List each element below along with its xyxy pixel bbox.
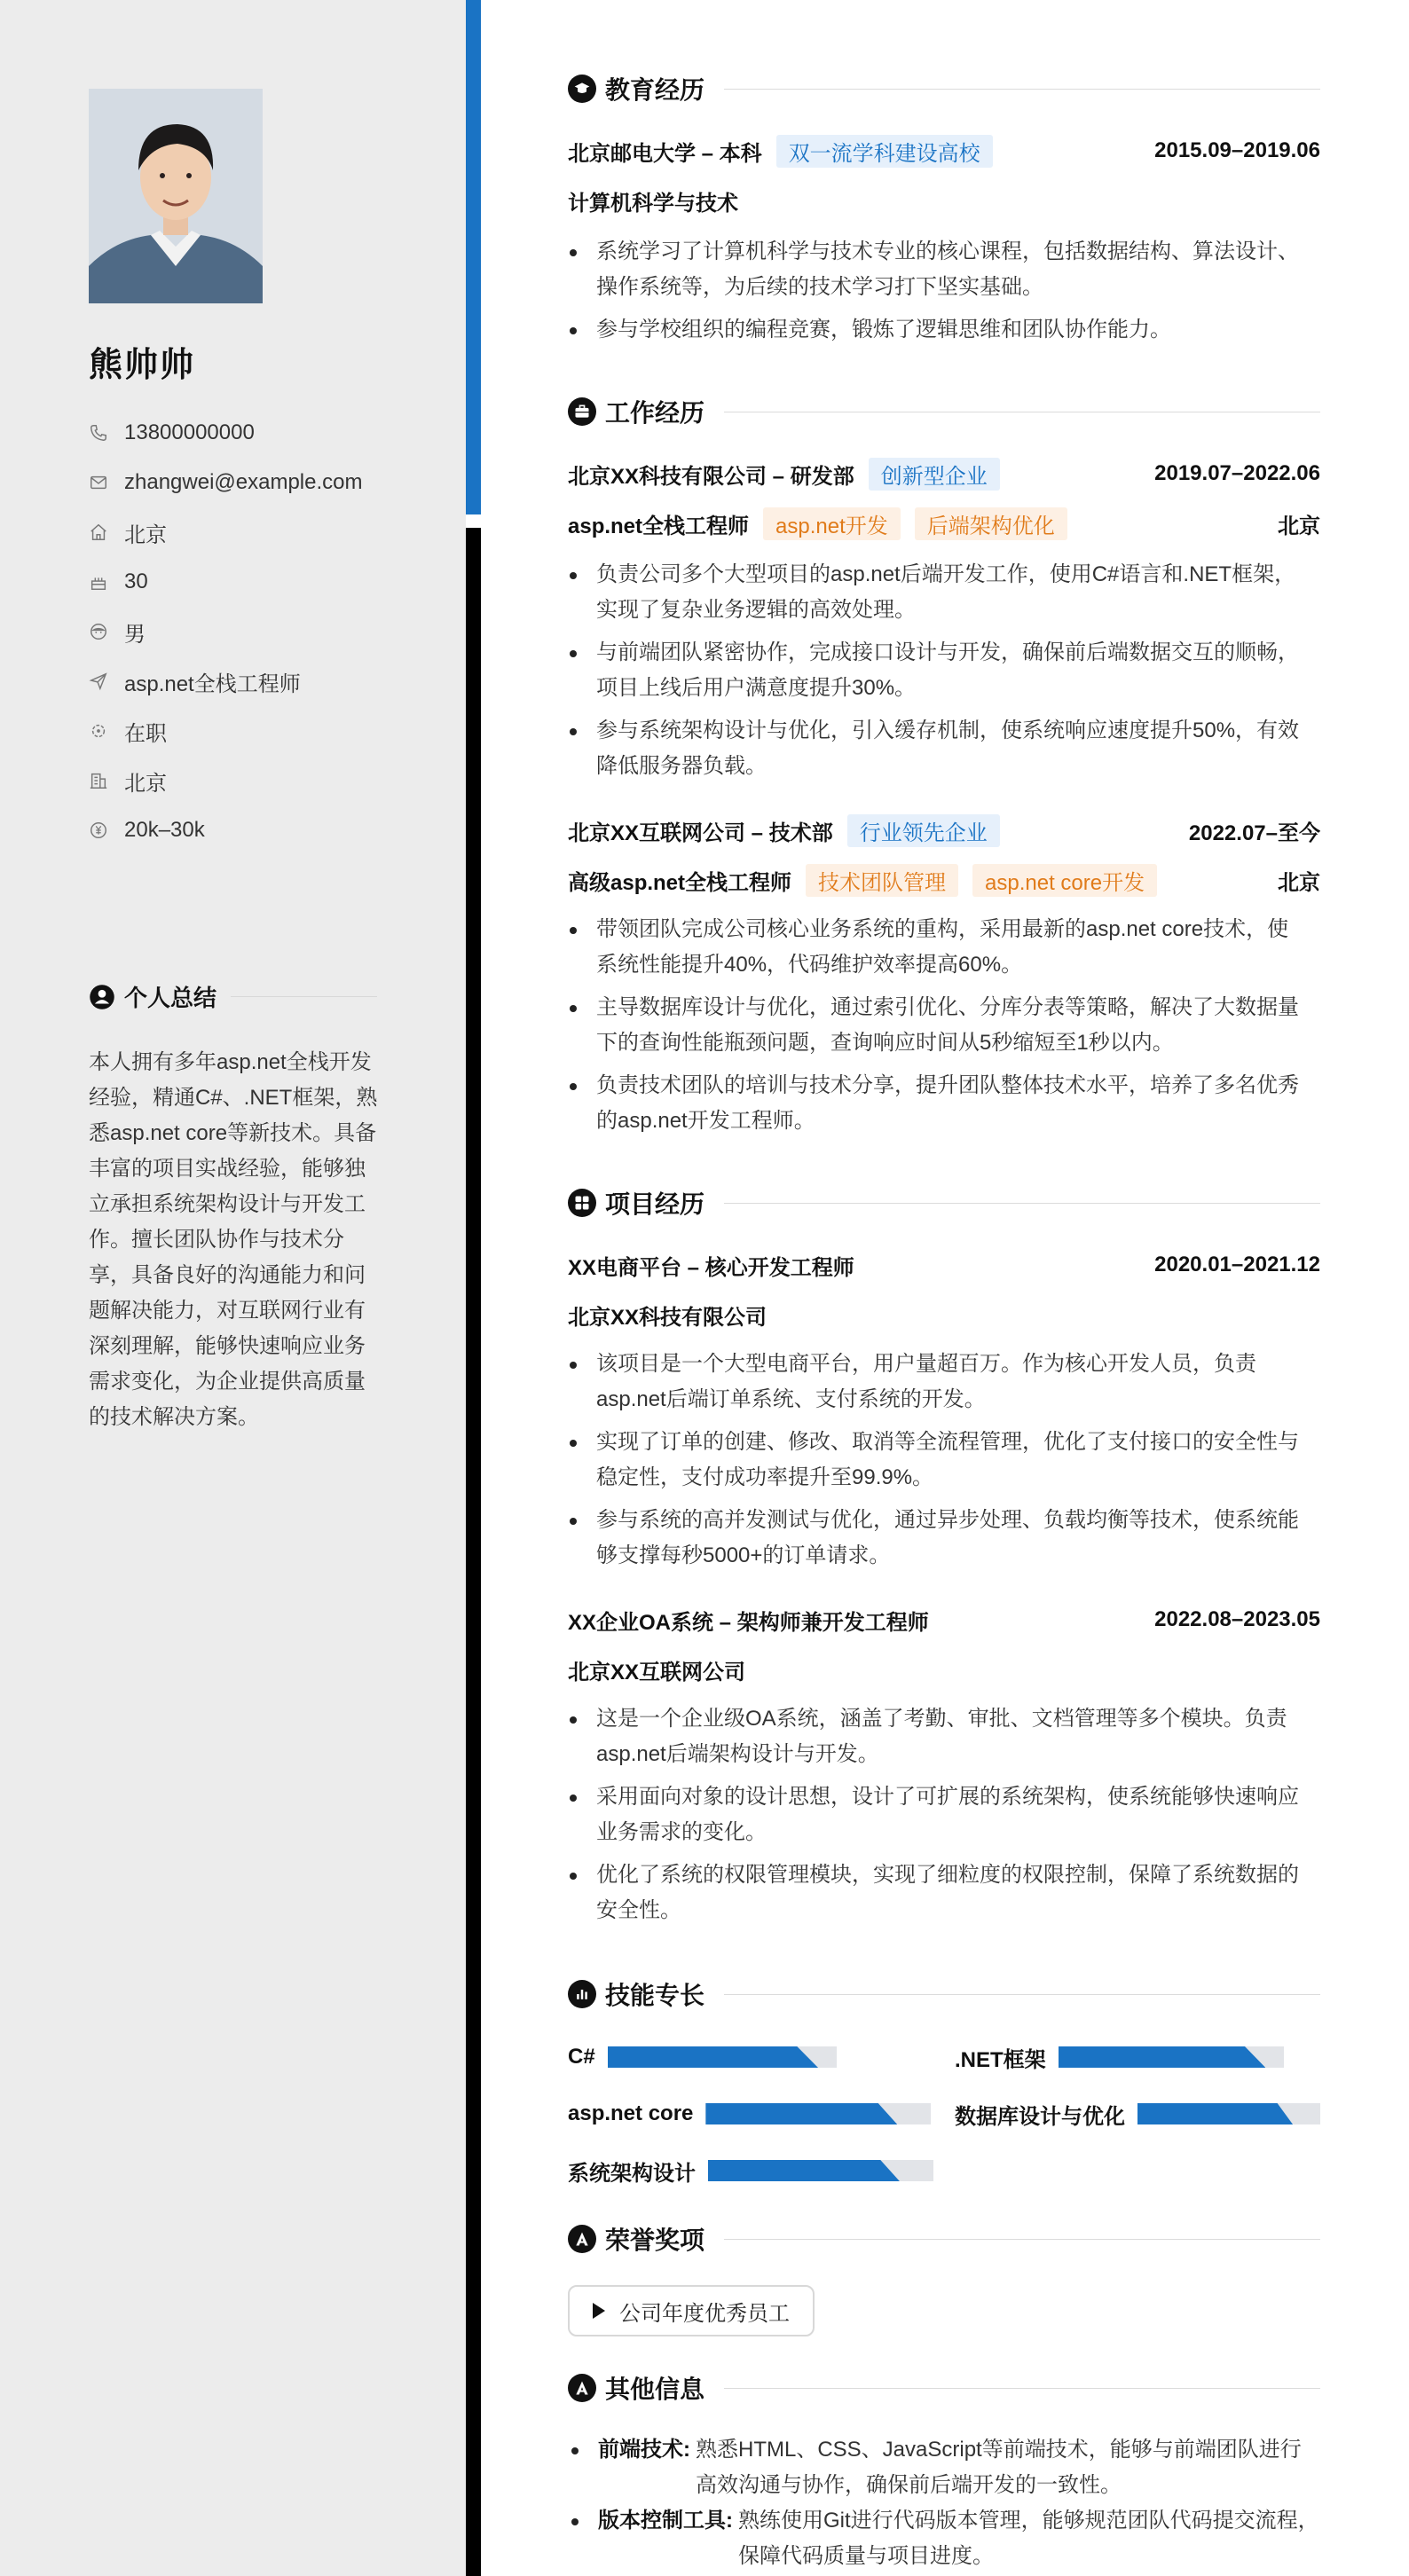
position-text: asp.net全栈工程师 — [124, 671, 301, 696]
info-row-city — [89, 756, 382, 805]
dark-divider — [466, 528, 481, 2576]
skill-bar-fill — [705, 2103, 897, 2124]
contact-info-list — [89, 408, 382, 855]
info-row-salary — [89, 805, 382, 855]
award-icon — [568, 2225, 596, 2253]
candidate-name: 熊帅帅 — [89, 347, 196, 384]
job-2-skill-2: asp.net core开发 — [972, 864, 1157, 897]
skill-item — [568, 2044, 837, 2070]
job-1-skill-2: 后端架构优化 — [915, 507, 1067, 540]
education-bullets — [568, 234, 1320, 355]
job-2-position: 高级asp.net全栈工程师 — [568, 870, 792, 895]
user-icon — [89, 984, 115, 1010]
job-1-date: 2019.07–2022.06 — [1154, 461, 1320, 485]
mail-icon — [89, 473, 108, 492]
job-1-tag: 创新型企业 — [869, 458, 1000, 491]
job-1-skill-1: asp.net开发 — [763, 507, 901, 540]
job-1-location: 北京 — [1278, 514, 1320, 538]
education-heading — [568, 71, 1320, 106]
list-item: 实现了订单的创建、修改、取消等全流程管理，优化了支付接口的安全性与稳定性，支付成功率提升至99.9%。 — [568, 1425, 1320, 1496]
info-row-position — [89, 656, 382, 706]
projects-title: 项目经历 — [605, 1190, 705, 1218]
address-text: 北京 — [124, 522, 167, 547]
skill-name: asp.net core — [568, 2101, 694, 2125]
info-row-age — [89, 557, 382, 607]
phone-text: 13800000000 — [124, 420, 255, 444]
info-row-phone — [89, 408, 382, 458]
job-2-tag: 行业领先企业 — [847, 814, 1000, 847]
info-icon — [568, 2374, 596, 2402]
projects-heading — [568, 1185, 1320, 1221]
summary-heading — [89, 980, 377, 1013]
work-title: 工作经历 — [605, 399, 705, 427]
education-title: 教育经历 — [605, 76, 705, 104]
list-item — [568, 2503, 1320, 2574]
summary-title: 个人总结 — [124, 985, 217, 1011]
phone-icon — [89, 423, 108, 443]
skill-bar — [608, 2046, 837, 2068]
project-1-bullets — [568, 1347, 1320, 1581]
list-item: 主导数据库设计与优化，通过索引优化、分库分表等策略，解决了大数据量下的查询性能瓶颈问题，查询响应时间从5秒缩短至1秒以内。 — [568, 990, 1320, 1061]
grid-icon — [568, 1189, 596, 1217]
play-icon — [593, 2303, 605, 2319]
other-title: 其他信息 — [605, 2376, 705, 2403]
job-2-position-row — [568, 864, 1320, 896]
education-major-row — [568, 185, 1320, 216]
job-1-header — [568, 458, 1320, 490]
job-2-skill-1: 技术团队管理 — [806, 864, 958, 897]
education-school-row — [568, 135, 1320, 167]
skill-item — [955, 2044, 1284, 2070]
skill-bar-fill — [608, 2046, 818, 2068]
job-2-company: 北京XX互联网公司 – 技术部 — [568, 821, 833, 845]
summary-rule — [231, 996, 377, 997]
project-1-company-row — [568, 1299, 1320, 1331]
cake-icon — [89, 572, 108, 592]
project-1-name: XX电商平台 – 核心开发工程师 — [568, 1255, 854, 1280]
education-date: 2015.09–2019.06 — [1154, 138, 1320, 162]
email-text: zhangwei@example.com — [124, 470, 363, 494]
skill-bar-fill — [1059, 2046, 1266, 2068]
salary-text: 20k–30k — [124, 818, 205, 842]
accent-divider — [466, 0, 481, 514]
skill-bar — [1137, 2103, 1320, 2124]
project-2-company-row — [568, 1653, 1320, 1685]
list-item: 该项目是一个大型电商平台，用户量超百万。作为核心开发人员，负责asp.net后端订单系统、支付系统的开发。 — [568, 1347, 1320, 1418]
send-icon — [89, 671, 108, 691]
skill-item — [568, 2101, 931, 2127]
project-2-bullets — [568, 1701, 1320, 1936]
project-2-company: 北京XX互联网公司 — [568, 1660, 746, 1685]
summary-text: 本人拥有多年asp.net全栈开发经验，精通C#、.NET框架，熟悉asp.net core等新技术。具备丰富的项目实战经验，能够独立承担系统架构设计与开发工作。擅长团队协作与技术分享，具备良好的沟通能力和问题解决能力，对互联网行业有深刻理解，能够快速响应业务需求变化，为企业提供高质量的技术解决方案。 — [89, 1050, 378, 1429]
skills-heading — [568, 1976, 1320, 2012]
avatar — [89, 89, 263, 303]
home-icon — [89, 522, 108, 542]
school-name: 北京邮电大学 – 本科 — [568, 141, 762, 166]
city-text: 北京 — [124, 771, 167, 796]
awards-rule — [724, 2239, 1320, 2240]
other-list — [568, 2432, 1320, 2574]
skill-item — [955, 2101, 1320, 2127]
briefcase-icon — [568, 397, 596, 426]
skill-bar-fill — [708, 2160, 900, 2181]
job-1-position: asp.net全栈工程师 — [568, 514, 750, 538]
job-2-date: 2022.07–至今 — [1188, 821, 1320, 845]
skill-bar — [1059, 2046, 1284, 2068]
other-rule — [724, 2388, 1320, 2389]
awards-heading — [568, 2221, 1320, 2257]
other-value: 熟悉HTML、CSS、JavaScript等前端技术，能够与前端团队进行高效沟通与协作，确保前后端开发的一致性。 — [696, 2438, 1302, 2497]
info-row-email — [89, 458, 382, 507]
project-2-date: 2022.08–2023.05 — [1154, 1607, 1320, 1631]
awards-title: 荣誉奖项 — [605, 2227, 705, 2254]
list-item: 与前端团队紧密协作，完成接口设计与开发，确保前后端数据交互的顺畅，项目上线后用户满意度提升30%。 — [568, 635, 1320, 706]
list-item: 参与系统架构设计与优化，引入缓存机制，使系统响应速度提升50%，有效降低服务器负载。 — [568, 713, 1320, 784]
job-1-company: 北京XX科技有限公司 – 研发部 — [568, 464, 854, 489]
school-tag: 双一流学科建设高校 — [776, 135, 993, 168]
skill-name: 数据库设计与优化 — [955, 2104, 1125, 2129]
info-row-address — [89, 507, 382, 557]
project-1-header — [568, 1249, 1320, 1281]
skill-bar — [708, 2160, 933, 2181]
list-item — [568, 2432, 1320, 2503]
skill-item — [568, 2157, 933, 2184]
other-key: 前端技术: — [598, 2438, 690, 2462]
award-item — [568, 2285, 815, 2336]
other-key: 版本控制工具: — [598, 2509, 733, 2533]
skill-bar — [705, 2103, 931, 2124]
job-2-bullets — [568, 912, 1320, 1146]
list-item: 优化了系统的权限管理模块，实现了细粒度的权限控制，保障了系统数据的安全性。 — [568, 1857, 1320, 1928]
info-row-gender — [89, 607, 382, 656]
project-1-date: 2020.01–2021.12 — [1154, 1253, 1320, 1276]
job-2-location: 北京 — [1278, 870, 1320, 895]
face-icon — [89, 622, 108, 641]
list-item: 系统学习了计算机科学与技术专业的核心课程，包括数据结构、算法设计、操作系统等，为后续的技术学习打下坚实基础。 — [568, 234, 1320, 305]
skills-title: 技能专长 — [605, 1982, 705, 2009]
job-2-header — [568, 814, 1320, 846]
work-heading — [568, 394, 1320, 429]
job-1-position-row — [568, 507, 1320, 539]
info-row-status — [89, 706, 382, 756]
project-1-company: 北京XX科技有限公司 — [568, 1305, 767, 1330]
list-item: 参与学校组织的编程竞赛，锻炼了逻辑思维和团队协作能力。 — [568, 312, 1320, 348]
list-item: 负责技术团队的培训与技术分享，提升团队整体技术水平，培养了多名优秀的asp.net开发工程师。 — [568, 1068, 1320, 1139]
salary-icon — [89, 821, 108, 840]
award-label: 公司年度优秀员工 — [619, 2301, 790, 2326]
skill-name: 系统架构设计 — [568, 2161, 696, 2186]
list-item: 这是一个企业级OA系统，涵盖了考勤、审批、文档管理等多个模块。负责asp.net后端架构设计与开发。 — [568, 1701, 1320, 1772]
skill-name: .NET框架 — [955, 2047, 1046, 2072]
list-item: 参与系统的高并发测试与优化，通过异步处理、负载均衡等技术，使系统能够支撑每秒5000+的订单请求。 — [568, 1503, 1320, 1574]
skill-bar-fill — [1137, 2103, 1293, 2124]
gender-text: 男 — [124, 622, 146, 647]
list-item: 采用面向对象的设计思想，设计了可扩展的系统架构，使系统能够快速响应业务需求的变化。 — [568, 1779, 1320, 1850]
education-rule — [724, 89, 1320, 90]
list-item: 负责公司多个大型项目的asp.net后端开发工作，使用C#语言和.NET框架，实现了复杂业务逻辑的高效处理。 — [568, 557, 1320, 628]
status-icon — [89, 721, 108, 741]
graduation-cap-icon — [568, 75, 596, 103]
bar-chart-icon — [568, 1980, 596, 2008]
list-item: 带领团队完成公司核心业务系统的重构，采用最新的asp.net core技术，使系统性能提升40%，代码维护效率提高60%。 — [568, 912, 1320, 983]
project-2-name: XX企业OA系统 – 架构师兼开发工程师 — [568, 1610, 929, 1635]
job-1-bullets — [568, 557, 1320, 791]
other-value: 熟练使用Git进行代码版本管理，能够规范团队代码提交流程，保障代码质量与项目进度。 — [738, 2509, 1319, 2568]
skills-rule — [724, 1994, 1320, 1995]
building-icon — [89, 771, 108, 790]
project-2-header — [568, 1604, 1320, 1636]
status-text: 在职 — [124, 721, 167, 746]
age-text: 30 — [124, 569, 148, 593]
other-heading — [568, 2370, 1320, 2406]
skill-name: C# — [568, 2045, 595, 2069]
major: 计算机科学与技术 — [568, 191, 738, 216]
projects-rule — [724, 1203, 1320, 1204]
